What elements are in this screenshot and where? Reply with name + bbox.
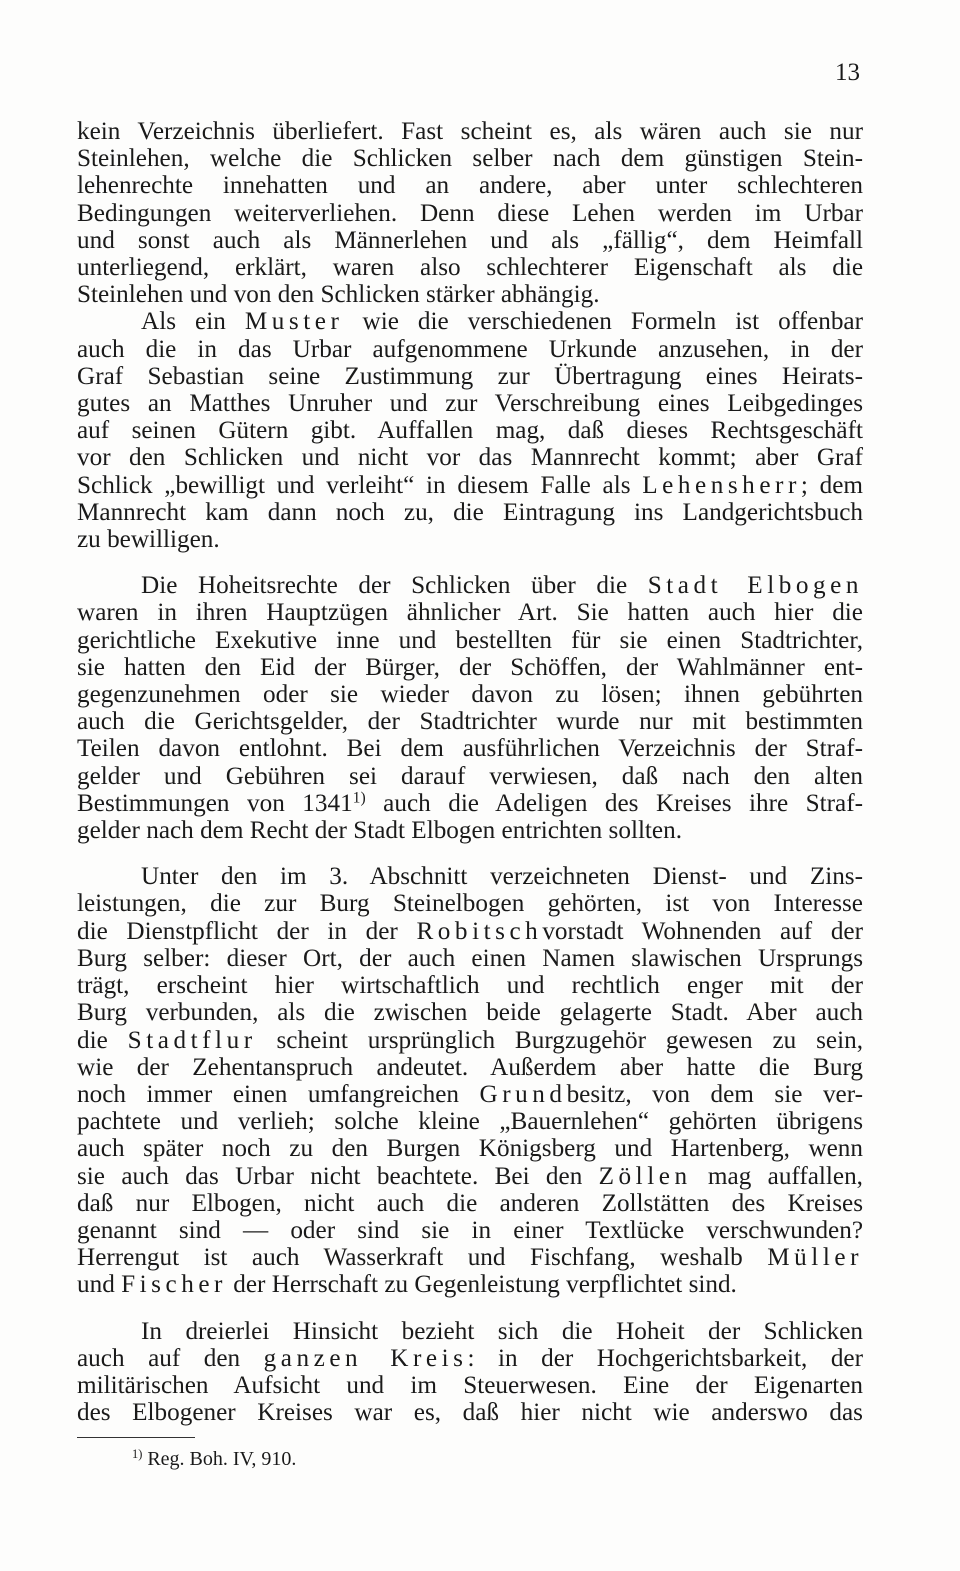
text-segment: Steinlehen, welche die Schlicken selber nach dem günstigen Stein- xyxy=(77,145,863,173)
text-segment: daß nur Elbogen, nicht auch die anderen Zollstätten des Kreises xyxy=(77,1189,863,1217)
text-segment: noch immer einen umfangreichen xyxy=(77,1080,480,1108)
paragraph-gap xyxy=(77,1299,863,1318)
paragraph xyxy=(77,1318,863,1427)
text-segment: auch die Adeligen des Kreises ihre Straf- xyxy=(365,789,864,817)
text-line xyxy=(77,654,863,681)
text-segment: : in der Hochgerichtsbarkeit, der xyxy=(467,1344,863,1372)
text-segment: der Herrschaft zu Gegenleistung verpflichtet sind. xyxy=(226,1271,737,1299)
text-segment: auch auf den xyxy=(77,1344,264,1372)
text-line xyxy=(77,945,863,972)
spaced-emphasis: Grund xyxy=(479,1080,567,1108)
text-segment: wie der Zehentanspruch andeutet. Außerdem aber hatte die Burg xyxy=(77,1053,863,1081)
text-segment: leistungen, die zur Burg Steinelbogen gehörten, ist von Interesse xyxy=(77,890,863,918)
text-segment: Mannrecht kam dann noch zu, die Eintragung ins Landgerichtsbuch xyxy=(77,498,863,526)
spaced-emphasis: Müller xyxy=(767,1244,863,1272)
text-line xyxy=(77,227,863,254)
text-segment: gelder nach dem Recht der Stadt Elbogen entrichten sollten. xyxy=(77,817,683,845)
text-line xyxy=(77,1217,863,1244)
text-segment: gerichtliche Exekutive inne und bestellten für sie einen Stadtrichter, xyxy=(77,626,863,654)
text-line xyxy=(77,1244,863,1271)
text-segment: Die Hoheitsrechte der Schlicken über die xyxy=(141,572,648,600)
text-segment: gelder und Gebühren sei darauf verwiesen, daß nach den alten xyxy=(77,762,863,790)
text-line xyxy=(77,526,863,553)
text-segment: scheint ursprünglich Burgzugehör gewesen zu sein, xyxy=(256,1026,863,1054)
paragraph xyxy=(77,118,863,308)
text-segment: mag auffallen, xyxy=(691,1162,863,1190)
text-segment: die xyxy=(77,1026,128,1054)
text-line xyxy=(77,972,863,999)
text-segment: trägt, erscheint hier wirtschaftlich und rechtlich enger mit der xyxy=(77,972,863,1000)
text-segment: auch die Gerichtsgelder, der Stadtrichter wurde nur mit bestimmten xyxy=(77,708,863,736)
text-line xyxy=(77,118,863,145)
text-line xyxy=(77,172,863,199)
footnote-text: Reg. Boh. IV, 910. xyxy=(147,1448,297,1470)
text-segment: Burg selber: dieser Ort, der auch einen Namen slawischen Ursprungs xyxy=(77,944,863,972)
text-segment: sie hatten den Eid der Bürger, der Schöffen, der Wahlmänner ent- xyxy=(77,653,863,681)
footnote-mark: 1) xyxy=(132,1447,143,1462)
text-line xyxy=(77,336,863,363)
text-line xyxy=(77,890,863,917)
spaced-emphasis: Lehensherr xyxy=(642,471,801,499)
text-line xyxy=(77,572,863,599)
text-line xyxy=(77,390,863,417)
text-segment: und sonst auch als Männerlehen und als „fällig“, dem Heimfall xyxy=(77,226,863,254)
spaced-emphasis: Zöllen xyxy=(598,1162,692,1190)
spaced-emphasis: Stadtflur xyxy=(127,1026,257,1054)
text-line xyxy=(77,918,863,945)
paragraph xyxy=(77,572,863,844)
text-line xyxy=(77,1108,863,1135)
text-line xyxy=(77,363,863,390)
text-line xyxy=(77,472,863,499)
text-segment: waren in ihren Hauptzügen ähnlicher Art. Sie hatten auch hier die xyxy=(77,599,863,627)
spaced-emphasis: Robitsch xyxy=(416,917,543,945)
footnote-divider xyxy=(77,1437,195,1438)
text-line xyxy=(77,735,863,762)
text-segment: zu bewilligen. xyxy=(77,526,220,554)
paragraph-gap xyxy=(77,553,863,572)
spaced-emphasis: Stadt Elbogen xyxy=(647,572,863,600)
text-segment: des Elbogener Kreises war es, daß hier nicht wie anderswo das xyxy=(77,1399,863,1427)
text-line xyxy=(77,254,863,281)
text-segment: Teilen davon entlohnt. Bei dem ausführlichen Verzeichnis der Straf- xyxy=(77,735,863,763)
text-line xyxy=(77,1372,863,1399)
text-segment: ; dem xyxy=(800,471,863,499)
text-segment: Als ein xyxy=(141,308,245,336)
body-text xyxy=(77,118,863,1426)
text-segment: sie auch das Urbar nicht beachtete. Bei den xyxy=(77,1162,599,1190)
text-line xyxy=(77,281,863,308)
text-segment: auch später noch zu den Burgen Königsberg und Hartenberg, wenn xyxy=(77,1135,863,1163)
text-segment: pachtete und verlieh; solche kleine „Bauernlehen“ gehörten übrigens xyxy=(77,1108,863,1136)
paragraph xyxy=(77,308,863,553)
footnote xyxy=(132,1446,296,1472)
paragraph-gap xyxy=(77,844,863,863)
text-segment: Burg verbunden, als die zwischen beide gelagerte Stadt. Aber auch xyxy=(77,999,863,1027)
text-segment: vor den Schlicken und nicht vor das Mannrecht kommt; aber Graf xyxy=(77,444,863,472)
text-line xyxy=(77,1190,863,1217)
text-segment: Steinlehen und von den Schlicken stärker abhängig. xyxy=(77,281,600,309)
text-segment: wie die verschiedenen Formeln ist offenbar xyxy=(343,308,863,336)
text-segment: besitz, von dem sie ver- xyxy=(566,1080,863,1108)
text-line xyxy=(77,417,863,444)
text-line xyxy=(77,200,863,227)
text-line xyxy=(77,1081,863,1108)
text-segment: gegenzunehmen oder sie wieder davon zu lösen; ihnen gebührten xyxy=(77,681,863,709)
text-segment: lehenrechte innehatten und an andere, aber unter schlechteren xyxy=(77,172,863,200)
text-segment: Unter den im 3. Abschnitt verzeichneten Dienst- und Zins- xyxy=(141,863,863,891)
text-segment: unterliegend, erklärt, waren also schlechterer Eigenschaft als die xyxy=(77,254,863,282)
text-segment: Bedingungen weiterverliehen. Denn diese Lehen werden im Urbar xyxy=(77,199,863,227)
text-segment: die Dienstpflicht der in der xyxy=(77,917,417,945)
text-segment: auch die in das Urbar aufgenommene Urkunde anzusehen, in der xyxy=(77,335,863,363)
text-line xyxy=(77,599,863,626)
text-line xyxy=(77,1345,863,1372)
text-segment: Bestimmungen von 1341 xyxy=(77,789,353,817)
footnote-reference: 1) xyxy=(352,789,366,807)
text-segment: militärischen Aufsicht und im Steuerwesen. Eine der Eigenarten xyxy=(77,1371,863,1399)
text-segment: und xyxy=(77,1271,122,1299)
text-line xyxy=(77,1027,863,1054)
text-line xyxy=(77,681,863,708)
spaced-emphasis: ganzen Kreis xyxy=(263,1344,468,1372)
text-segment: kein Verzeichnis überliefert. Fast scheint es, als wären auch sie nur xyxy=(77,118,863,145)
text-segment: Schlick „bewilligt und verleiht“ in diesem Falle als xyxy=(77,471,643,499)
text-line xyxy=(77,499,863,526)
text-segment: Graf Sebastian seine Zustimmung zur Übertragung eines Heirats- xyxy=(77,362,863,390)
text-segment: gutes an Matthes Unruher und zur Verschreibung eines Leibgedinges xyxy=(77,390,863,418)
text-line xyxy=(77,1163,863,1190)
text-segment: genannt sind — oder sind sie in einer Textlücke verschwunden? xyxy=(77,1216,863,1244)
text-line xyxy=(77,863,863,890)
text-line xyxy=(77,763,863,790)
text-segment: Herrengut ist auch Wasserkraft und Fischfang, weshalb xyxy=(77,1244,768,1272)
text-line xyxy=(77,145,863,172)
text-line xyxy=(77,308,863,335)
text-line xyxy=(77,627,863,654)
text-segment: vorstadt Wohnenden auf der xyxy=(542,917,863,945)
text-line xyxy=(77,708,863,735)
text-segment: In dreierlei Hinsicht bezieht sich die Hoheit der Schlicken xyxy=(141,1317,863,1345)
text-line xyxy=(77,1054,863,1081)
spaced-emphasis: Muster xyxy=(244,308,344,336)
text-line xyxy=(77,1318,863,1345)
spaced-emphasis: Fischer xyxy=(121,1271,227,1299)
text-line xyxy=(77,444,863,471)
page-number: 13 xyxy=(835,59,860,86)
text-line xyxy=(77,817,863,844)
text-line xyxy=(77,999,863,1026)
text-line xyxy=(77,790,863,817)
text-line xyxy=(77,1135,863,1162)
text-segment: auf seinen Gütern gibt. Auffallen mag, daß dieses Rechtsgeschäft xyxy=(77,417,863,445)
text-line xyxy=(77,1271,863,1298)
paragraph xyxy=(77,863,863,1298)
text-line xyxy=(77,1399,863,1426)
